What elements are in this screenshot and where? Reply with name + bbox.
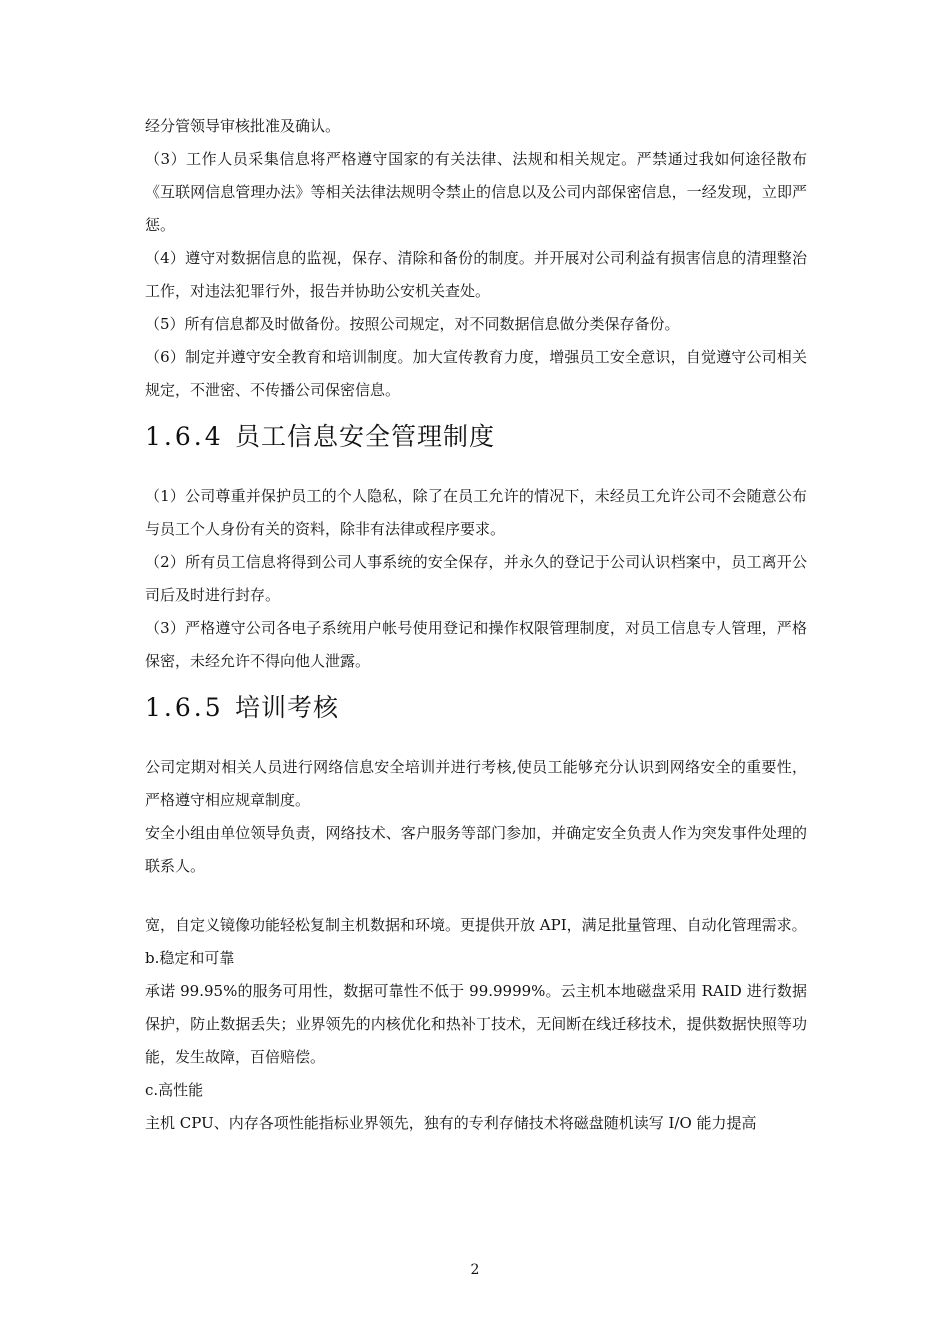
section-number: 1.6.4 [145,422,224,451]
page-number: 2 [470,1262,480,1278]
section-heading-1-6-5 [145,693,807,723]
paragraph: 主机 CPU、内存各项性能指标业界领先，独有的专利存储技术将磁盘随机读写 I/O 能力提高 [145,1114,757,1132]
paragraph: （1）公司尊重并保护员工的个人隐私，除了在员工允许的情况下，未经员工允许公司不会随意公布与员工个人身份有关的资料，除非有法律或程序要求。 [145,487,807,538]
section-title: 员工信息安全管理制度 [235,422,496,451]
paragraph: （3）工作人员采集信息将严格遵守国家的有关法律、法规和相关规定。严禁通过我如何途径散布《互联网信息管理办法》等相关法律法规明令禁止的信息以及公司内部保密信息，一经发现，立即严惩。 [145,150,807,234]
paragraph: 安全小组由单位领导负责，网络技术、客户服务等部门参加，并确定安全负责人作为突发事件处理的联系人。 [145,824,807,875]
list-heading: b.稳定和可靠 [145,949,235,967]
section-heading-1-6-4 [145,422,807,452]
paragraph: （4）遵守对数据信息的监视，保存、清除和备份的制度。并开展对公司利益有损害信息的清理整治工作，对违法犯罪行外，报告并协助公安机关查处。 [145,249,807,300]
section-number: 1.6.5 [145,693,224,722]
page-content [145,110,807,1140]
paragraph: 经分管领导审核批准及确认。 [145,117,341,135]
list-heading: c.高性能 [145,1081,204,1099]
paragraph: （5）所有信息都及时做备份。按照公司规定，对不同数据信息做分类保存备份。 [145,315,680,333]
paragraph: （3）严格遵守公司各电子系统用户帐号使用登记和操作权限管理制度，对员工信息专人管理，严格保密，未经允许不得向他人泄露。 [145,619,807,670]
paragraph: 宽，自定义镜像功能轻松复制主机数据和环境。更提供开放 API，满足批量管理、自动化管理需求。 [145,916,807,934]
section-title: 培训考核 [235,693,340,722]
paragraph: 公司定期对相关人员进行网络信息安全培训并进行考核,使员工能够充分认识到网络安全的重要性，严格遵守相应规章制度。 [145,758,807,809]
paragraph: （6）制定并遵守安全教育和培训制度。加大宣传教育力度，增强员工安全意识，自觉遵守公司相关规定，不泄密、不传播公司保密信息。 [145,348,807,399]
paragraph: （2）所有员工信息将得到公司人事系统的安全保存，并永久的登记于公司认识档案中，员工离开公司后及时进行封存。 [145,553,807,604]
paragraph: 承诺 99.95%的服务可用性，数据可靠性不低于 99.9999%。云主机本地磁盘采用 RAID 进行数据保护，防止数据丢失；业界领先的内核优化和热补丁技术，无间断在线迁移技术，提供数据快照等功能，发生故障，百倍赔偿。 [145,982,807,1066]
